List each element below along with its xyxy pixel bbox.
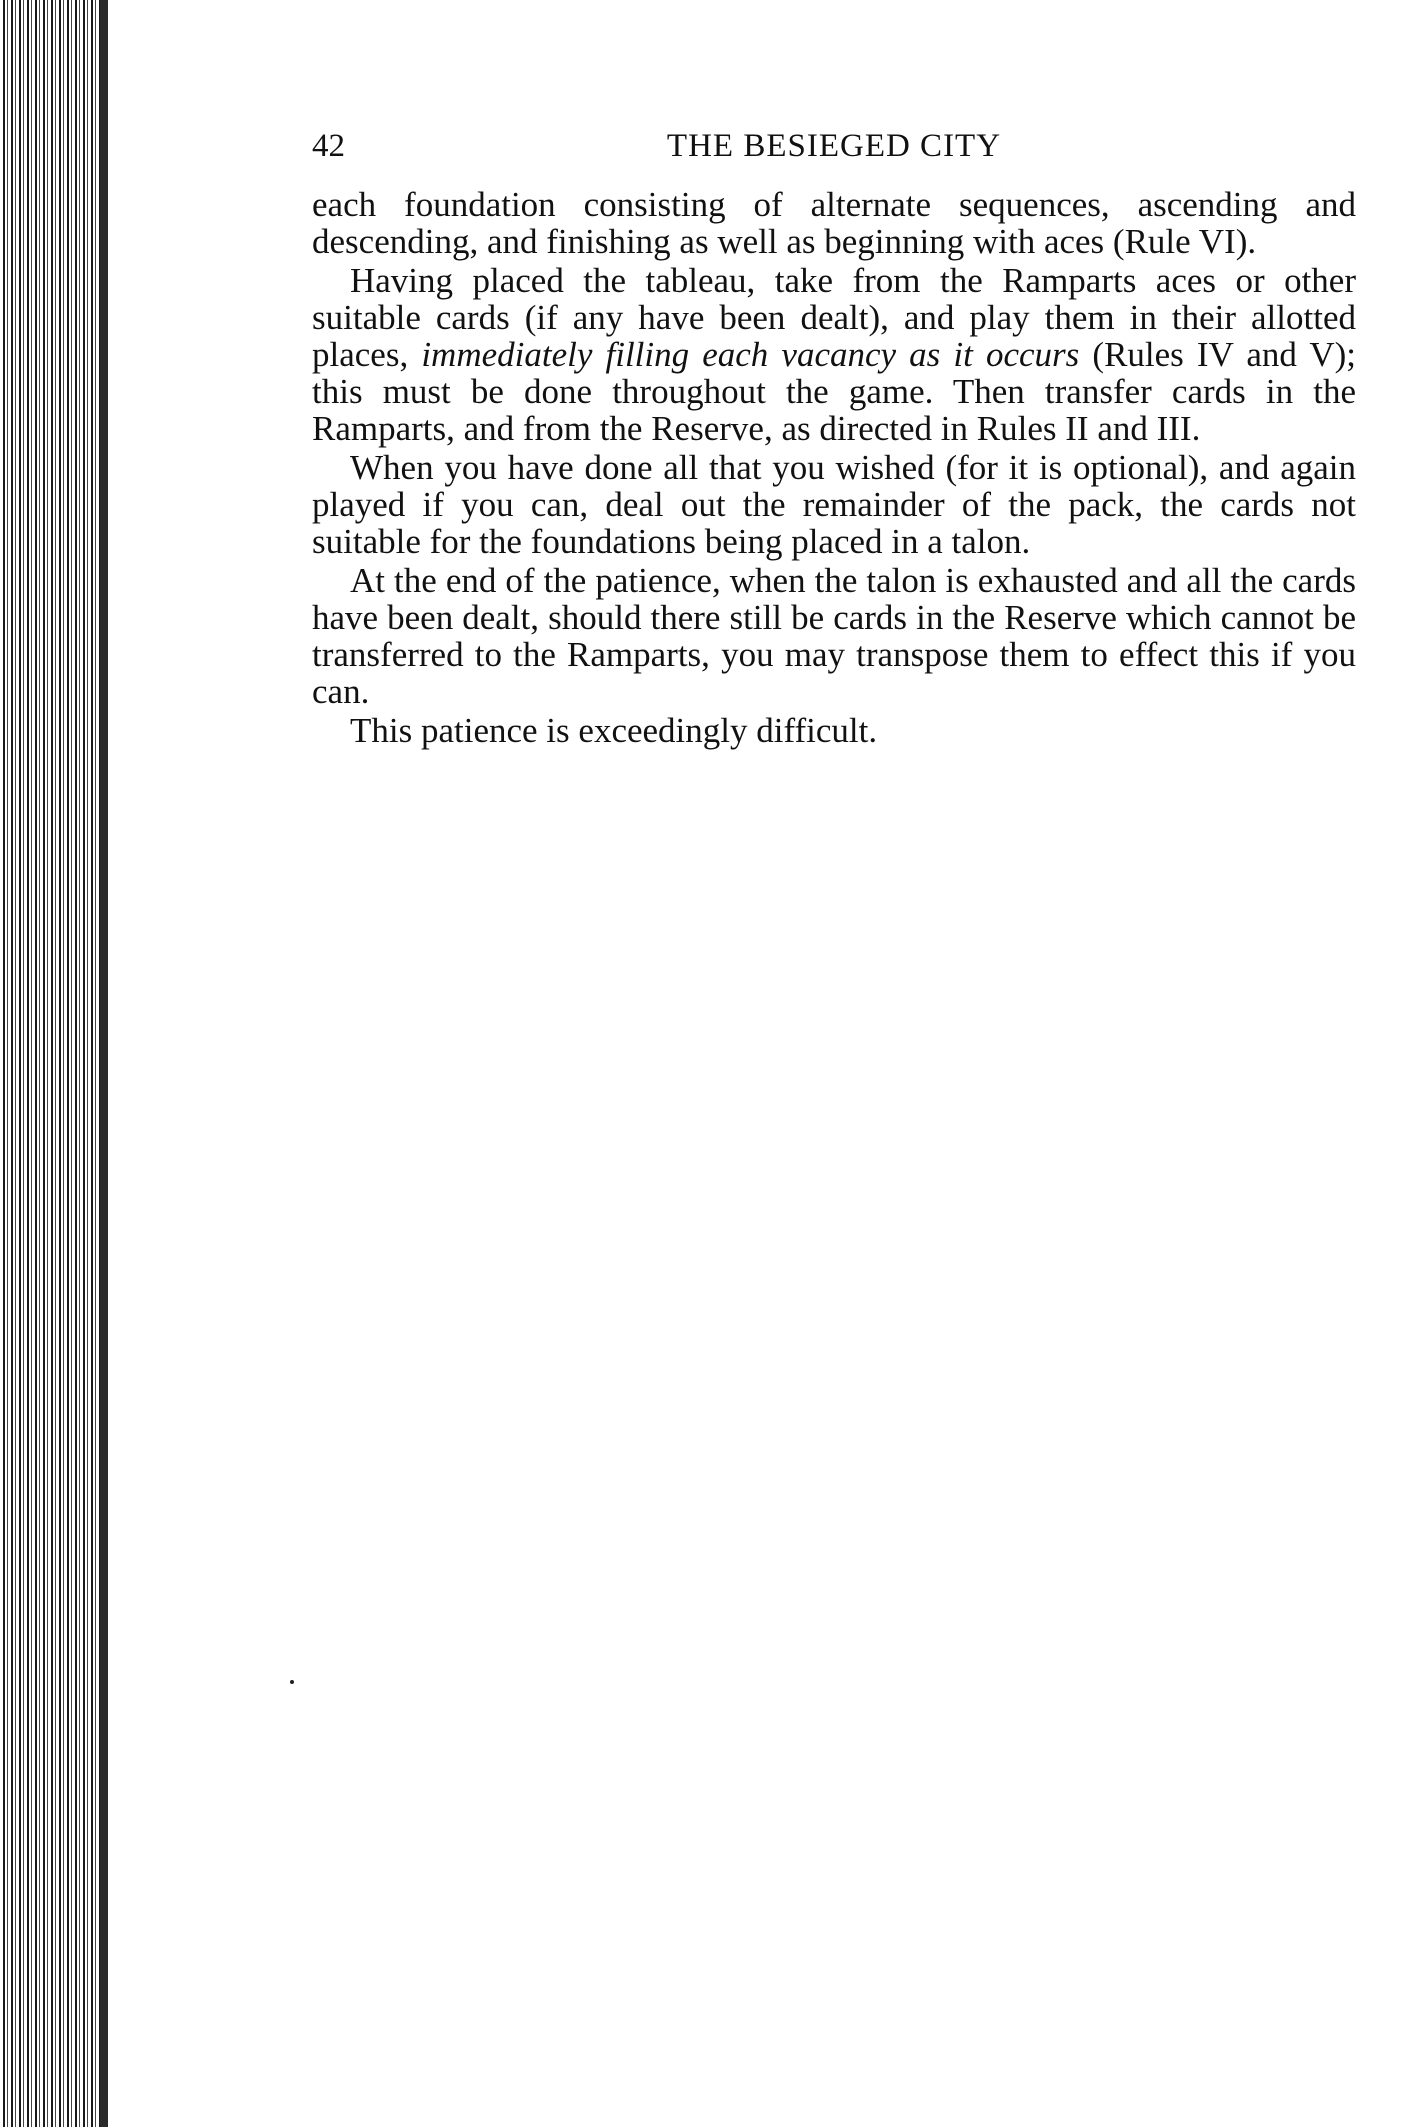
body-text — [312, 186, 1356, 749]
paragraph-2-italic: immediately filling each vacancy as it occurs — [421, 335, 1080, 374]
paragraph-2 — [312, 262, 1356, 447]
scan-gutter — [0, 0, 108, 2127]
paragraph-4: At the end of the patience, when the talon is exhausted and all the cards have been dealt, should there still be cards in the Reserve which cannot be transferred to the Ramparts, you may transpose them to effect this if you can. — [312, 561, 1356, 711]
paragraph-2-end: (Rules IV and V); this must be done throughout the game. Then transfer cards in the Ramparts, and from the Reserve, as directed in Rules II and III. — [312, 335, 1357, 448]
paragraph-2-start: Having placed the tableau, take from the Ramparts aces or other suitable cards (if any have been dealt), and play them in their allotted places, — [312, 261, 1356, 374]
paragraph-1: each foundation consisting of alternate sequences, ascending and descending, and finishing as well as beginning with aces (Rule VI). — [312, 185, 1356, 261]
paragraph-5: This patience is exceedingly difficult. — [350, 711, 878, 750]
text-block — [312, 118, 1356, 751]
stray-mark — [290, 1680, 294, 1684]
gutter-edge — [100, 0, 108, 2127]
running-title: THE BESIEGED CITY — [666, 128, 1002, 164]
paragraph-3: When you have done all that you wished (for it is optional), and again played if you can, deal out the remainder of the pack, the cards not suitable for the foundations being placed in a talon. — [312, 448, 1356, 561]
page-number: 42 — [312, 128, 345, 164]
running-head — [312, 118, 1356, 174]
